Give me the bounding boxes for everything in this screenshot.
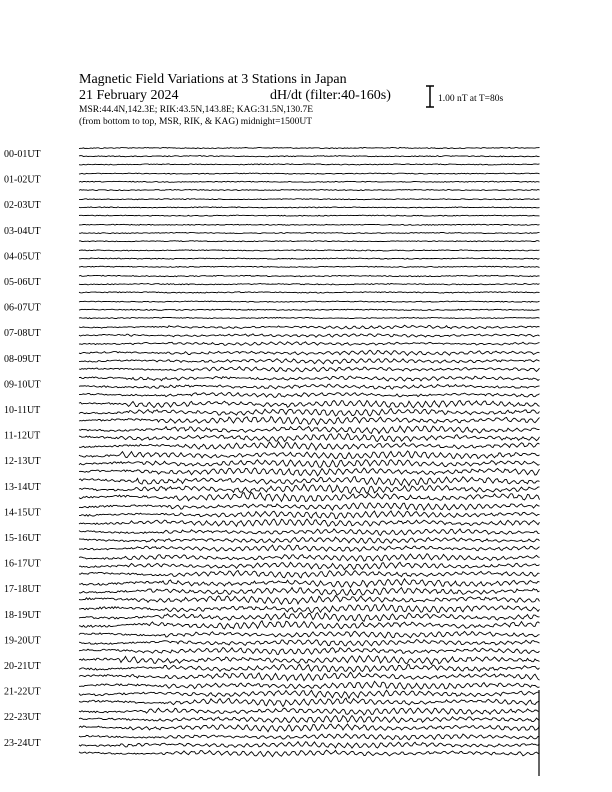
trace-rik-15 bbox=[79, 537, 540, 543]
hour-label: 16-17UT bbox=[4, 558, 41, 570]
stations-coordinates: MSR:44.4N,142.3E; RIK:43.5N,143.8E; KAG:31.5N,130.7E bbox=[79, 105, 314, 115]
trace-rik-5 bbox=[79, 284, 540, 285]
trace-rik-13 bbox=[79, 484, 540, 493]
trace-rik-17 bbox=[79, 588, 540, 596]
trace-kag-9 bbox=[79, 376, 540, 381]
trace-rik-11 bbox=[79, 434, 540, 442]
hour-label: 05-06UT bbox=[4, 277, 41, 288]
chart-title: Magnetic Field Variations at 3 Stations in Japan bbox=[79, 72, 347, 87]
trace-kag-3 bbox=[79, 224, 540, 225]
trace-msr-10 bbox=[79, 417, 540, 425]
trace-msr-8 bbox=[79, 367, 540, 372]
hour-label: 22-23UT bbox=[4, 712, 41, 724]
station-order-note: (from bottom to top, MSR, RIK, & KAG) midnight=1500UT bbox=[79, 117, 313, 127]
hour-label: 17-18UT bbox=[4, 584, 41, 596]
hour-label: 11-12UT bbox=[4, 430, 41, 442]
trace-msr-22 bbox=[79, 724, 540, 732]
hour-label: 06-07UT bbox=[4, 302, 41, 314]
trace-rik-12 bbox=[79, 460, 540, 468]
trace-kag-15 bbox=[79, 529, 540, 536]
station-traces bbox=[79, 147, 540, 776]
trace-rik-23 bbox=[79, 742, 540, 748]
trace-rik-3 bbox=[79, 233, 540, 234]
trace-rik-22 bbox=[79, 716, 540, 723]
trace-msr-9 bbox=[79, 392, 540, 397]
trace-msr-16 bbox=[79, 571, 540, 578]
trace-kag-12 bbox=[79, 451, 540, 459]
hour-label: 10-11UT bbox=[4, 405, 41, 416]
trace-msr-23 bbox=[79, 750, 540, 757]
trace-rik-1 bbox=[79, 181, 540, 182]
trace-kag-0 bbox=[79, 147, 540, 148]
trace-rik-18 bbox=[79, 613, 540, 622]
hour-label: 00-01UT bbox=[4, 149, 41, 160]
trace-msr-18 bbox=[79, 621, 540, 629]
trace-msr-21 bbox=[79, 698, 540, 706]
hour-label: 12-13UT bbox=[4, 456, 41, 468]
hour-label: 15-16UT bbox=[4, 533, 41, 544]
hour-label: 03-04UT bbox=[4, 225, 41, 237]
trace-rik-6 bbox=[79, 309, 540, 310]
chart-date: 21 February 2024 bbox=[79, 88, 179, 103]
hour-label: 18-19UT bbox=[4, 609, 41, 621]
trace-kag-16 bbox=[79, 554, 540, 562]
trace-kag-11 bbox=[79, 426, 540, 433]
trace-kag-19 bbox=[79, 631, 540, 638]
trace-kag-22 bbox=[79, 708, 540, 715]
hour-label: 09-10UT bbox=[4, 379, 41, 391]
trace-rik-21 bbox=[79, 690, 540, 698]
trace-msr-3 bbox=[79, 241, 540, 242]
trace-rik-19 bbox=[79, 640, 540, 646]
trace-rik-10 bbox=[79, 408, 540, 416]
trace-rik-4 bbox=[79, 258, 540, 259]
trace-kag-7 bbox=[79, 325, 540, 329]
trace-kag-13 bbox=[79, 477, 540, 486]
trace-kag-2 bbox=[79, 199, 540, 200]
trace-rik-7 bbox=[79, 334, 540, 337]
hour-label: 23-24UT bbox=[4, 737, 41, 749]
trace-msr-12 bbox=[79, 468, 540, 476]
trace-kag-6 bbox=[79, 301, 540, 302]
trace-kag-23 bbox=[79, 734, 540, 740]
trace-msr-11 bbox=[79, 442, 540, 450]
hour-label: 19-20UT bbox=[4, 635, 41, 647]
trace-rik-9 bbox=[79, 384, 540, 389]
trace-rik-2 bbox=[79, 207, 540, 208]
trace-kag-4 bbox=[79, 250, 540, 251]
trace-msr-20 bbox=[79, 672, 540, 680]
trace-kag-1 bbox=[79, 173, 540, 174]
hour-label: 01-02UT bbox=[4, 174, 41, 186]
hour-label: 13-14UT bbox=[4, 481, 41, 493]
hour-label: 08-09UT bbox=[4, 353, 41, 365]
trace-kag-10 bbox=[79, 401, 540, 408]
trace-msr-5 bbox=[79, 292, 540, 293]
trace-rik-16 bbox=[79, 562, 540, 570]
trace-msr-13 bbox=[79, 493, 540, 502]
trace-msr-7 bbox=[79, 342, 540, 346]
trace-kag-20 bbox=[79, 656, 540, 665]
hour-label: 14-15UT bbox=[4, 507, 41, 519]
trace-kag-8 bbox=[79, 350, 540, 355]
trace-kag-18 bbox=[79, 604, 540, 612]
hour-label: 21-22UT bbox=[4, 686, 41, 698]
trace-msr-2 bbox=[79, 215, 540, 216]
trace-kag-21 bbox=[79, 681, 540, 689]
trace-msr-19 bbox=[79, 648, 540, 655]
trace-msr-14 bbox=[79, 519, 540, 526]
hour-label: 02-03UT bbox=[4, 200, 41, 212]
hour-label: 07-08UT bbox=[4, 328, 41, 340]
trace-kag-17 bbox=[79, 579, 540, 588]
hour-label: 04-05UT bbox=[4, 251, 41, 263]
trace-kag-5 bbox=[79, 275, 540, 276]
trace-msr-1 bbox=[79, 190, 540, 191]
trace-msr-4 bbox=[79, 266, 540, 267]
trace-msr-0 bbox=[79, 164, 540, 165]
trace-rik-14 bbox=[79, 511, 540, 519]
trace-rik-0 bbox=[79, 156, 540, 157]
scale-label: 1.00 nT at T=80s bbox=[438, 94, 504, 104]
trace-rik-20 bbox=[79, 664, 540, 671]
measurement-label: dH/dt (filter:40-160s) bbox=[270, 88, 391, 103]
trace-rik-8 bbox=[79, 359, 540, 364]
trace-msr-15 bbox=[79, 545, 540, 551]
trace-msr-17 bbox=[79, 596, 540, 605]
trace-msr-6 bbox=[79, 317, 540, 318]
trace-kag-14 bbox=[79, 503, 540, 510]
hour-labels bbox=[4, 149, 41, 749]
hour-label: 20-21UT bbox=[4, 661, 41, 672]
